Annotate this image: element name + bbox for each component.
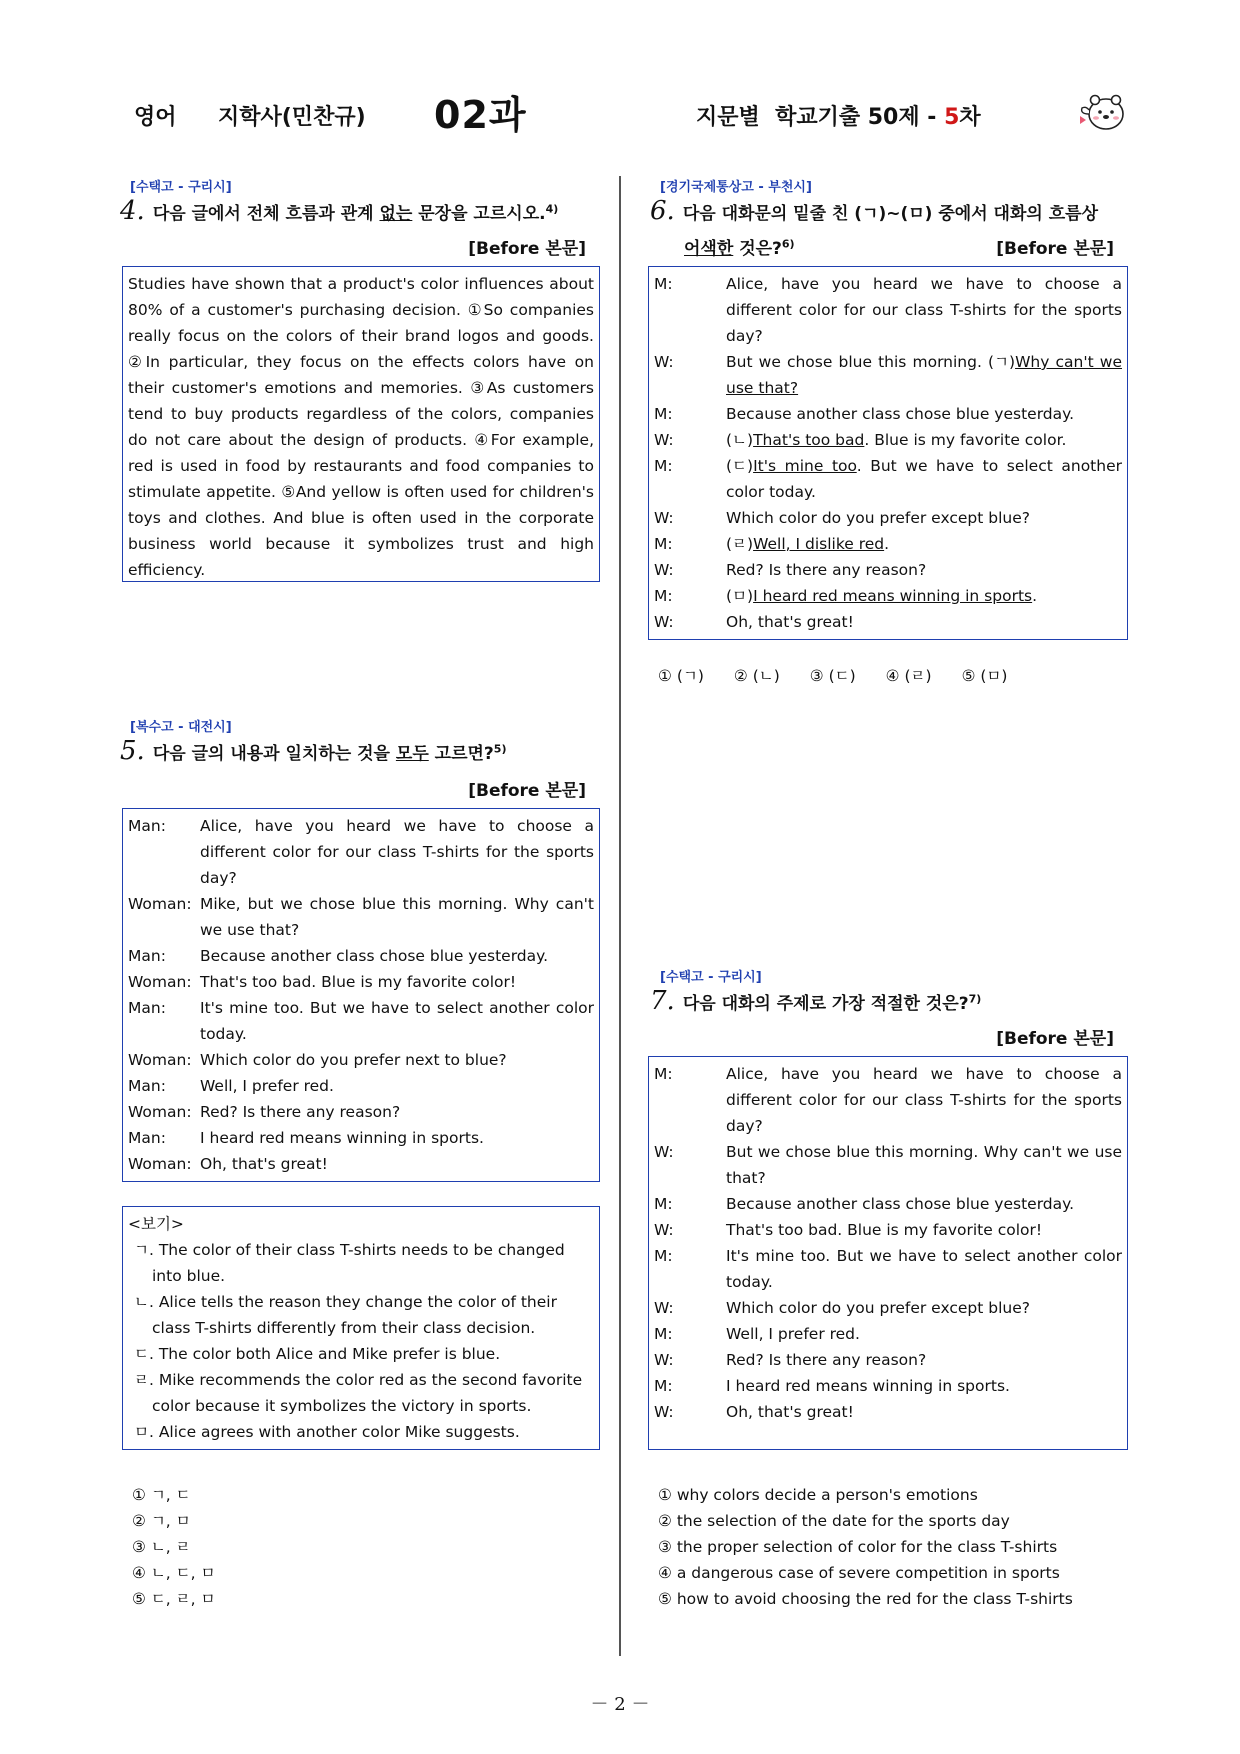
q7-dialogue-box (648, 1056, 1128, 1450)
dialogue-row (128, 943, 594, 969)
speaker-label: W: (654, 1299, 674, 1317)
speaker-label: M: (654, 1325, 673, 1343)
title-suffix: 차 (959, 105, 981, 130)
dialogue-text-pre: Because another class chose blue yesterday. (726, 405, 1075, 423)
dialogue-row (654, 609, 1122, 635)
q7-number: 7. (650, 986, 675, 1016)
speaker-label: M: (654, 1065, 673, 1083)
q6-source: [경기국제통상고 - 부천시] (660, 180, 812, 195)
q7-stem (650, 986, 981, 1016)
q6-stem-line1 (650, 196, 1098, 226)
speaker-label: Man: (128, 1077, 166, 1095)
dialogue-text (726, 609, 1122, 635)
column-divider (619, 176, 621, 1656)
q5-stem-underlined: 모두 (395, 744, 429, 764)
q4-ref: 4) (545, 202, 559, 216)
dialogue-text-pre: Oh, that's great! (726, 613, 854, 631)
q6-stem-underlined: 어색한 (684, 239, 734, 259)
dialogue-text: It's mine too. But we have to select another color today. (200, 999, 594, 1043)
dialogue-row (128, 1047, 594, 1073)
q4-stem-before: 다음 글에서 전체 흐름과 관계 (152, 204, 380, 224)
dialogue-row (654, 1321, 1122, 1347)
speaker-label: Woman: (128, 973, 192, 991)
dialogue-text: Which color do you prefer next to blue? (200, 1051, 507, 1069)
choice-option: ⑤ how to avoid choosing the red for the class T-shirts (658, 1590, 1073, 1608)
dialogue-text-post: . (884, 535, 890, 553)
q5-stem-after: 고르면? (428, 744, 494, 764)
q4-stem (120, 196, 558, 226)
bogi-item: ㄹ. Mike recommends the color red as the second favorite color because it symbolizes the victory in sports. (134, 1371, 583, 1415)
q5-tag: [Before 본문] (468, 781, 586, 801)
choice-option: ① (ㄱ) (658, 667, 704, 685)
speaker-label: W: (654, 509, 674, 527)
q6-stem-text: 다음 대화문의 밑줄 친 (ㄱ)~(ㅁ) 중에서 대화의 흐름상 (682, 204, 1099, 224)
speaker-label: W: (654, 1403, 674, 1421)
dialogue-text (726, 271, 1122, 349)
dialogue-row (128, 1125, 594, 1151)
dialogue-text (726, 583, 1122, 609)
choice-option: ⑤ ㄷ, ㄹ, ㅁ (132, 1590, 216, 1608)
choice-option: ① ㄱ, ㄷ (132, 1486, 191, 1504)
speaker-label: W: (654, 613, 674, 631)
lesson-title: 02과 (434, 93, 527, 137)
dialogue-text (726, 531, 1122, 557)
dialogue-row (654, 1217, 1122, 1243)
dialogue-text-post: . Blue is my favorite color. (864, 431, 1067, 449)
speaker-label: M: (654, 1195, 673, 1213)
dialogue-row (654, 1061, 1122, 1139)
page-number: － 2 － (590, 1694, 650, 1715)
dialogue-row (128, 969, 594, 995)
q6-ref: 6) (781, 237, 795, 251)
speaker-label: M: (654, 587, 673, 605)
q7-ref: 7) (968, 992, 982, 1006)
q5-bogi-title: <보기> (128, 1215, 184, 1233)
dialogue-text: It's mine too. But we have to select another color today. (726, 1247, 1122, 1291)
bogi-item: ㄴ. Alice tells the reason they change the color of their class T-shirts differently from their class decision. (134, 1293, 557, 1337)
choice-option: ① why colors decide a person's emotions (658, 1486, 978, 1504)
dialogue-text (726, 557, 1122, 583)
q6-stem-line2 (684, 234, 795, 259)
dialogue-text-pre: Which color do you prefer except blue? (726, 509, 1030, 527)
q4-number: 4. (120, 196, 145, 226)
speaker-label: Man: (128, 1129, 166, 1147)
dialogue-text (726, 401, 1122, 427)
dialogue-text: Because another class chose blue yesterday. (200, 947, 549, 965)
dialogue-text: Because another class chose blue yesterday. (726, 1195, 1075, 1213)
speaker-label: Woman: (128, 1051, 192, 1069)
title-round: 5 (944, 105, 960, 130)
dialogue-row (128, 891, 594, 943)
subject-label: 영어 (134, 105, 177, 130)
speaker-label: Woman: (128, 1103, 192, 1121)
dialogue-text: Oh, that's great! (726, 1403, 854, 1421)
dialogue-row (654, 1295, 1122, 1321)
dialogue-row (654, 1191, 1122, 1217)
title-prefix: 지문별 학교기출 50제 - (696, 105, 945, 130)
speaker-label: W: (654, 353, 674, 371)
choice-option: ② (ㄴ) (733, 667, 780, 685)
choice-option: ③ the proper selection of color for the class T-shirts (658, 1538, 1058, 1556)
q5-ref: 5) (493, 742, 507, 756)
underlined-phrase: Well, I dislike red (753, 535, 885, 553)
dialogue-text (726, 427, 1122, 453)
dialogue-text (726, 453, 1122, 505)
choice-option: ⑤ (ㅁ) (961, 667, 1008, 685)
dialogue-row (654, 1139, 1122, 1191)
q5-bogi-box (122, 1206, 600, 1450)
dialogue-row (128, 1099, 594, 1125)
q6-dialogue-box (648, 266, 1128, 640)
q6-choices (658, 664, 1037, 686)
underlined-phrase: Why can't we use that? (726, 353, 1122, 397)
dialogue-text: I heard red means winning in sports. (726, 1377, 1010, 1395)
page-header (0, 84, 1240, 144)
dialogue-text: Oh, that's great! (200, 1155, 328, 1173)
choice-option: ④ ㄴ, ㄷ, ㅁ (132, 1564, 216, 1582)
dialogue-row (128, 1073, 594, 1099)
q4-source: [수택고 - 구리시] (130, 180, 232, 195)
dialogue-row (654, 349, 1122, 401)
speaker-label: W: (654, 1221, 674, 1239)
dialogue-row (654, 401, 1122, 427)
dialogue-row (654, 1347, 1122, 1373)
dialogue-text-pre: (ㄷ) (726, 457, 754, 475)
dialogue-text: Alice, have you heard we have to choose a different color for our class T-shirts for the sports day? (200, 817, 594, 887)
speaker-label: Man: (128, 817, 166, 835)
dialogue-text: That's too bad. Blue is my favorite color! (200, 973, 517, 991)
dialogue-text-pre: But we chose blue this morning. (ㄱ) (726, 353, 1016, 371)
speaker-label: M: (654, 1247, 673, 1265)
choice-option: ③ ㄴ, ㄹ (132, 1538, 191, 1556)
bogi-item: ㄱ. The color of their class T-shirts needs to be changed into blue. (134, 1241, 565, 1285)
dialogue-row (654, 531, 1122, 557)
dialogue-text: Mike, but we chose blue this morning. Why can't we use that? (200, 895, 594, 939)
dialogue-row (654, 583, 1122, 609)
speaker-label: W: (654, 1143, 674, 1161)
choice-option: ③ (ㄷ) (809, 667, 856, 685)
q5-number: 5. (120, 736, 145, 766)
dialogue-text: But we chose blue this morning. Why can't we use that? (726, 1143, 1122, 1187)
q5-stem (120, 736, 506, 766)
dialogue-text-post: . (1032, 587, 1038, 605)
dialogue-row (654, 271, 1122, 349)
dialogue-text (726, 349, 1122, 401)
dialogue-row (654, 1399, 1122, 1425)
choice-option: ④ a dangerous case of severe competition in sports (658, 1564, 1060, 1582)
q4-passage: Studies have shown that a product's color influences about 80% of a customer's purchasing decision. ①So companies really focus on the colors of their brand logos and goods. ②In particular, they focus on the effects colors have on their customer's emotions and memories. ③As customers tend to buy products regardless of the colors, companies do not care about the design of products. ④For example, red is used in food by restaurants and food companies to stimulate appetite. ⑤And yellow is often used for children's toys and clothes. And blue is often used in the corporate business world because it symbolizes trust and high efficiency. (122, 266, 600, 582)
bear-mascot-icon (1076, 88, 1128, 136)
choice-option: ② ㄱ, ㅁ (132, 1512, 191, 1530)
q6-tag: [Before 본문] (996, 239, 1114, 259)
speaker-label: Man: (128, 947, 166, 965)
underlined-phrase: It's mine too (753, 457, 857, 475)
dialogue-text-pre: (ㄴ) (726, 431, 754, 449)
dialogue-row (654, 505, 1122, 531)
dialogue-row (128, 1151, 594, 1177)
speaker-label: W: (654, 561, 674, 579)
q6-number: 6. (650, 196, 675, 226)
bogi-item: ㅁ. Alice agrees with another color Mike suggests. (134, 1423, 520, 1441)
choice-option: ④ (ㄹ) (885, 667, 932, 685)
q4-stem-underlined: 없는 (379, 204, 413, 224)
dialogue-text: Which color do you prefer except blue? (726, 1299, 1030, 1317)
dialogue-text-post: . But we have to select another color today. (726, 457, 1122, 501)
speaker-label: W: (654, 1351, 674, 1369)
dialogue-text: Well, I prefer red. (726, 1325, 860, 1343)
dialogue-row (654, 557, 1122, 583)
dialogue-text: I heard red means winning in sports. (200, 1129, 484, 1147)
dialogue-text: Red? Is there any reason? (200, 1103, 401, 1121)
speaker-label: M: (654, 405, 673, 423)
q7-source: [수택고 - 구리시] (660, 970, 762, 985)
dialogue-row (128, 813, 594, 891)
dialogue-row (654, 1243, 1122, 1295)
q4-stem-after: 문장을 고르시오. (412, 204, 546, 224)
q5-bogi-list (128, 1237, 594, 1445)
speaker-label: M: (654, 457, 673, 475)
underlined-phrase: I heard red means winning in sports (753, 587, 1033, 605)
dialogue-text: Red? Is there any reason? (726, 1351, 927, 1369)
dialogue-text: Alice, have you heard we have to choose a different color for our class T-shirts for the sports day? (726, 1065, 1122, 1135)
speaker-label: M: (654, 275, 673, 293)
dialogue-row (654, 1373, 1122, 1399)
school-label: 지학사(민찬규) (218, 105, 366, 130)
bogi-item: ㄷ. The color both Alice and Mike prefer is blue. (134, 1345, 501, 1363)
q6-stem-after: 것은? (733, 239, 782, 259)
dialogue-text (726, 505, 1122, 531)
speaker-label: W: (654, 431, 674, 449)
q7-stem-text: 다음 대화의 주제로 가장 적절한 것은? (682, 994, 969, 1014)
q7-tag: [Before 본문] (996, 1029, 1114, 1049)
dialogue-row (654, 453, 1122, 505)
dialogue-text-pre: Red? Is there any reason? (726, 561, 927, 579)
q5-dialogue-box (122, 808, 600, 1182)
q4-tag: [Before 본문] (468, 239, 586, 259)
speaker-label: Man: (128, 999, 166, 1017)
dialogue-text: That's too bad. Blue is my favorite color! (726, 1221, 1043, 1239)
choice-option: ② the selection of the date for the sports day (658, 1512, 1010, 1530)
speaker-label: M: (654, 1377, 673, 1395)
dialogue-text-pre: Alice, have you heard we have to choose a different color for our class T-shirts for the sports day? (726, 275, 1122, 345)
speaker-label: M: (654, 535, 673, 553)
speaker-label: Woman: (128, 1155, 192, 1173)
underlined-phrase: That's too bad (753, 431, 865, 449)
speaker-label: Woman: (128, 895, 192, 913)
dialogue-row (654, 427, 1122, 453)
dialogue-text-pre: (ㅁ) (726, 587, 754, 605)
q5-stem-before: 다음 글의 내용과 일치하는 것을 (152, 744, 396, 764)
worksheet-title (696, 100, 981, 131)
q5-source: [복수고 - 대전시] (130, 720, 232, 735)
dialogue-text-pre: (ㄹ) (726, 535, 754, 553)
dialogue-text: Well, I prefer red. (200, 1077, 334, 1095)
dialogue-row (128, 995, 594, 1047)
